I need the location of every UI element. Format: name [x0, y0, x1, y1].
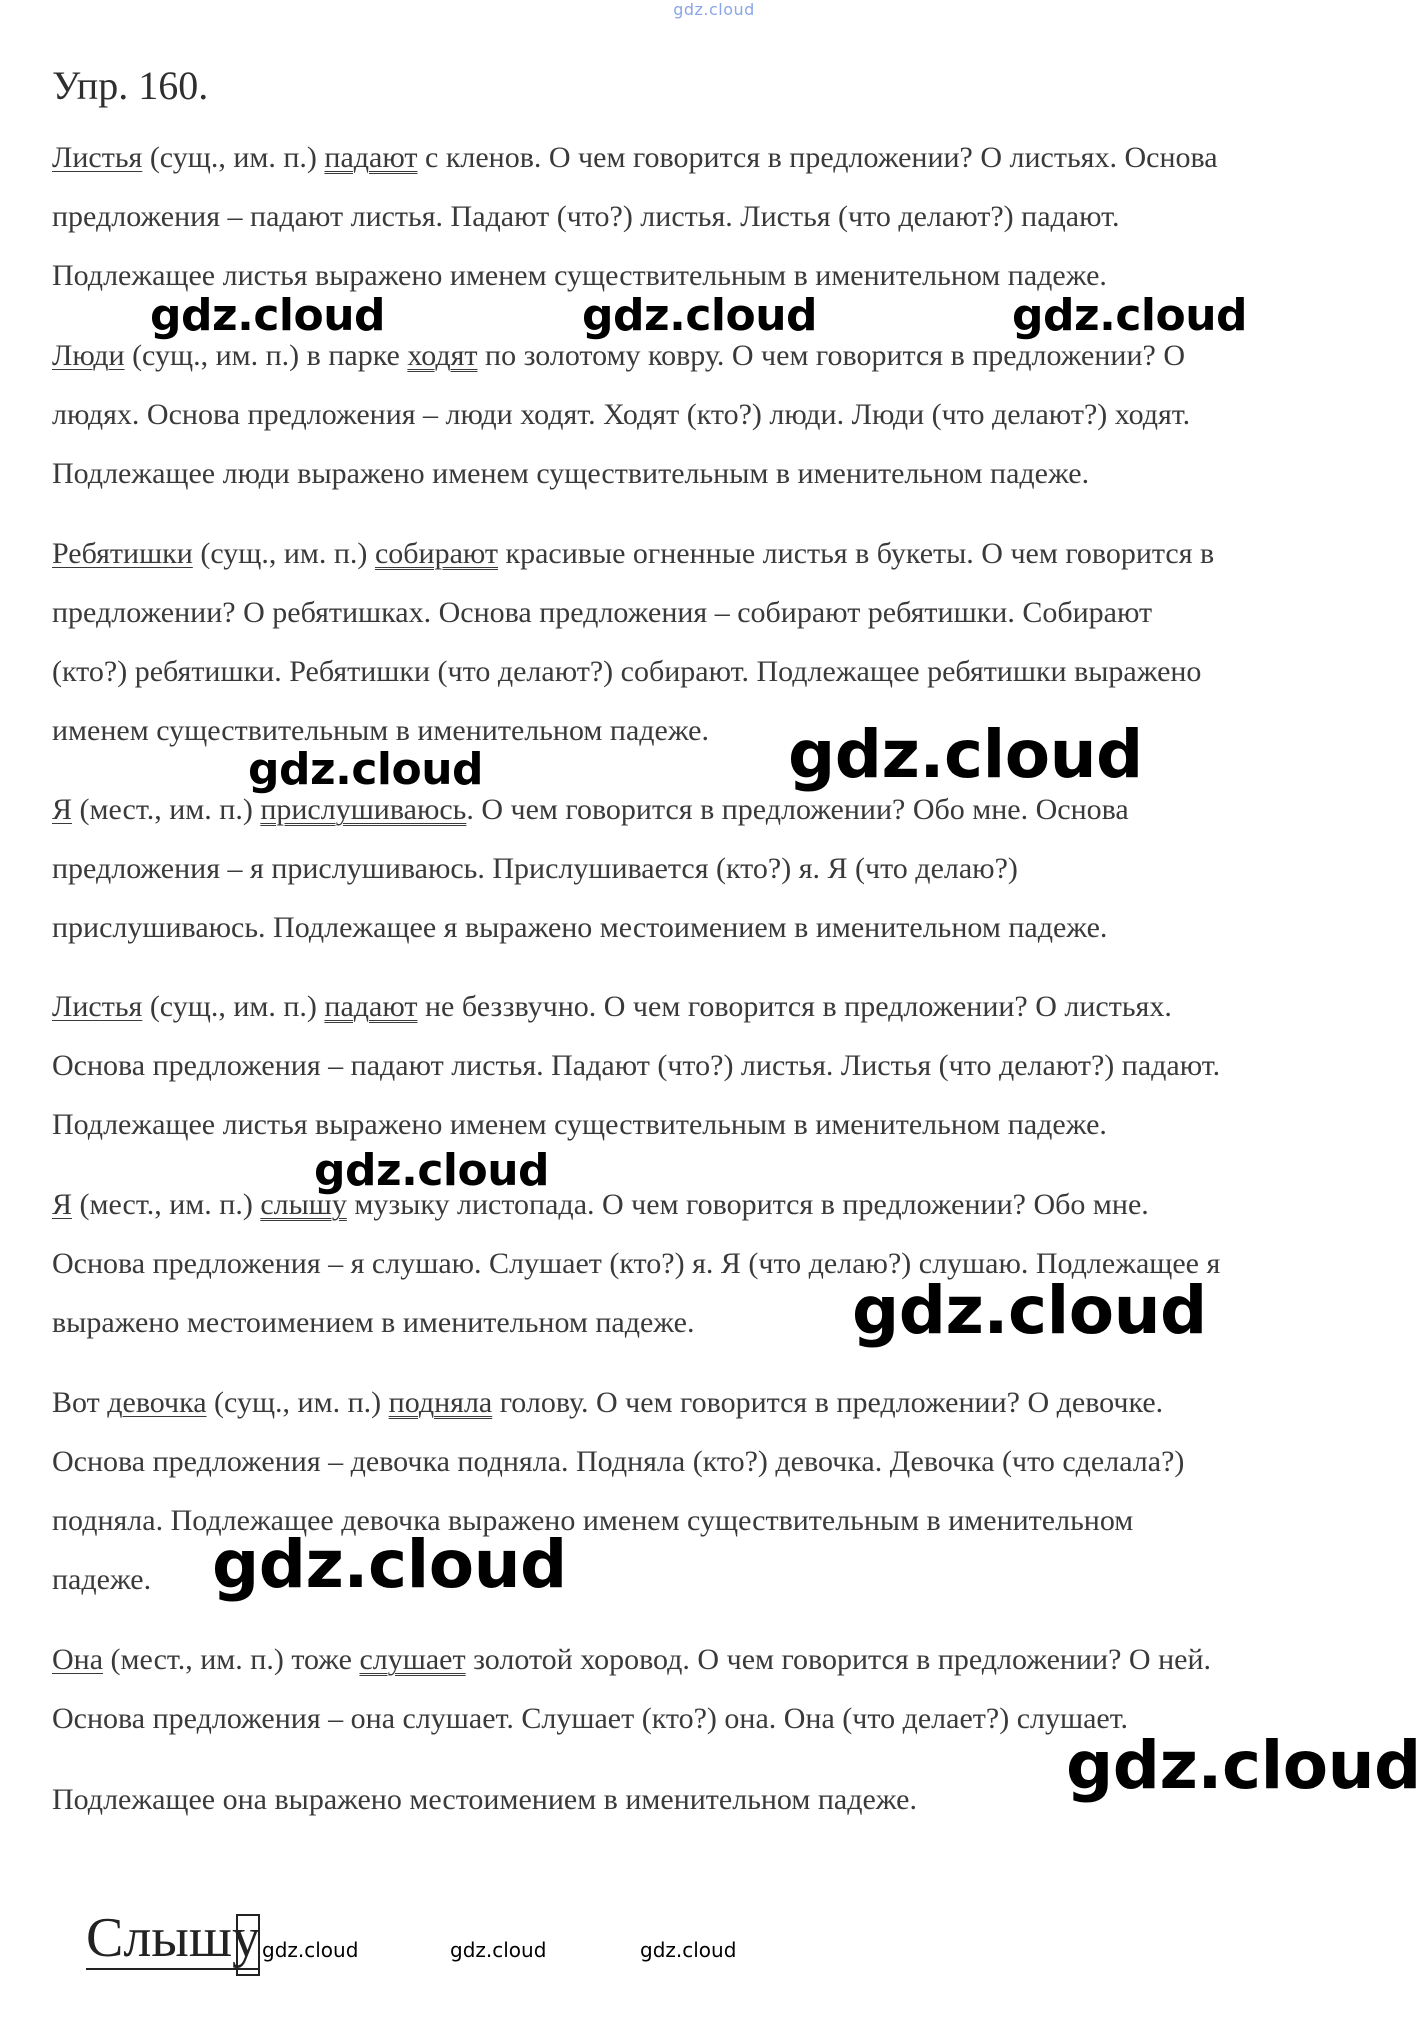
watermark: gdz.cloud [248, 744, 484, 795]
text-segment: с кленов. О чем говорится в предложении? О листьях. Основа [417, 141, 1218, 174]
text-line [52, 128, 1392, 187]
text-line [52, 444, 1392, 503]
subject-word: Люди [52, 339, 125, 372]
text-line [52, 524, 1392, 583]
text-line [52, 839, 1392, 898]
text-segment: (мест., им. п.) [72, 793, 261, 826]
subject-word: Я [52, 793, 73, 826]
text-segment: Основа предложения – девочка подняла. Подняла (кто?) девочка. Девочка (что сделала?) [52, 1445, 1185, 1478]
text-segment: Подлежащее она выражено местоимением в именительном падеже. [52, 1783, 917, 1816]
subject-word: Листья [52, 990, 143, 1023]
text-segment: не беззвучно. О чем говорится в предложении? О листьях. [417, 990, 1172, 1023]
text-segment: Основа предложения – падают листья. Падают (что?) листья. Листья (что делают?) падают. [52, 1049, 1221, 1082]
top-watermark: gdz.cloud [673, 0, 755, 19]
text-segment: падеже. [52, 1563, 152, 1596]
watermark-small: gdz.cloud [450, 1938, 547, 1962]
predicate-word: подняла [388, 1386, 493, 1419]
text-segment: Основа предложения – я слушаю. Слушает (кто?) я. Я (что делаю?) слушаю. Подлежащее я [52, 1247, 1221, 1280]
text-line [52, 1373, 1392, 1432]
text-segment: Вот [52, 1386, 108, 1419]
watermark: gdz.cloud [212, 1526, 567, 1603]
text-segment: предложения – я прислушиваюсь. Прислушивается (кто?) я. Я (что делаю?) [52, 852, 1018, 885]
text-line [52, 977, 1392, 1036]
text-segment: Подлежащее листья выражено именем существительным в именительном падеже. [52, 259, 1107, 292]
text-segment: Подлежащее листья выражено именем существительным в именительном падеже. [52, 1108, 1107, 1141]
subject-word: Ребятишки [52, 537, 193, 570]
exercise-title: Упр. 160. [52, 63, 209, 108]
predicate-word: прислушиваюсь [260, 793, 467, 826]
text-segment: Подлежащее люди выражено именем существительным в именительном падеже. [52, 457, 1090, 490]
text-segment: по золотому ковру. О чем говорится в предложении? О [477, 339, 1186, 372]
predicate-word: собирают [374, 537, 499, 570]
predicate-word: падают [324, 990, 418, 1023]
predicate-word: падают [324, 141, 418, 174]
watermark: gdz.cloud [852, 1272, 1207, 1349]
predicate-word: слышу [260, 1188, 347, 1221]
text-segment: именем существительным в именительном падеже. [52, 714, 709, 747]
paragraph-2 [52, 326, 1392, 503]
subject-word: Листья [52, 141, 143, 174]
text-segment: (кто?) ребятишки. Ребятишки (что делают?) собирают. Подлежащее ребятишки выражено [52, 655, 1202, 688]
text-segment: подняла. Подлежащее девочка выражено именем существительным в именительном [52, 1504, 1134, 1537]
text-segment: людях. Основа предложения – люди ходят. Ходят (кто?) люди. Люди (что делают?) ходят. [52, 398, 1191, 431]
text-line [52, 385, 1392, 444]
text-line [52, 1175, 1392, 1234]
text-line [52, 583, 1392, 642]
text-line [52, 898, 1392, 957]
text-line [52, 642, 1392, 701]
paragraph-5 [52, 977, 1392, 1154]
bottom-word-image: Слышу [86, 1907, 261, 1969]
text-segment: золотой хоровод. О чем говорится в предложении? О ней. [465, 1643, 1211, 1676]
subject-word: Она [52, 1643, 104, 1676]
paragraph-3 [52, 524, 1392, 760]
text-segment: музыку листопада. О чем говорится в предложении? Обо мне. [346, 1188, 1149, 1221]
text-segment: выражено местоимением в именительном падеже. [52, 1306, 695, 1339]
text-segment: (мест., им. п.) тоже [103, 1643, 360, 1676]
subject-word: девочка [107, 1386, 207, 1419]
text-line [52, 1036, 1392, 1095]
watermark-small: gdz.cloud [640, 1938, 737, 1962]
text-segment: предложения – падают листья. Падают (что?) листья. Листья (что делают?) падают. [52, 200, 1120, 233]
text-line [52, 187, 1392, 246]
watermark: gdz.cloud [788, 716, 1143, 793]
watermark: gdz.cloud [1066, 1727, 1421, 1804]
text-segment: предложении? О ребятишках. Основа предложения – собирают ребятишки. Собирают [52, 596, 1153, 629]
text-line [52, 1095, 1392, 1154]
text-segment: красивые огненные листья в букеты. О чем говорится в [498, 537, 1215, 570]
watermark: gdz.cloud [1012, 290, 1248, 341]
predicate-word: ходят [407, 339, 478, 372]
text-segment: (сущ., им. п.) в парке [124, 339, 408, 372]
watermark: gdz.cloud [582, 290, 818, 341]
subject-word: Я [52, 1188, 73, 1221]
paragraph-1 [52, 128, 1392, 305]
paragraph-4 [52, 780, 1392, 957]
text-segment: (сущ., им. п.) [192, 537, 375, 570]
watermark: gdz.cloud [150, 290, 386, 341]
text-segment: . О чем говорится в предложении? Обо мне. Основа [466, 793, 1129, 826]
watermark-small: gdz.cloud [262, 1938, 359, 1962]
text-segment: (мест., им. п.) [72, 1188, 261, 1221]
text-segment: (сущ., им. п.) [206, 1386, 389, 1419]
text-line [52, 1630, 1392, 1689]
text-segment: (сущ., им. п.) [142, 990, 325, 1023]
predicate-word: слушает [359, 1643, 466, 1676]
text-cursor-box [236, 1914, 260, 1976]
text-segment: прислушиваюсь. Подлежащее я выражено местоимением в именительном падеже. [52, 911, 1108, 944]
watermark: gdz.cloud [314, 1145, 550, 1196]
text-segment: голову. О чем говорится в предложении? О девочке. [492, 1386, 1164, 1419]
text-segment: Основа предложения – она слушает. Слушает (кто?) она. Она (что делает?) слушает. [52, 1702, 1129, 1735]
text-line [52, 1432, 1392, 1491]
text-segment: (сущ., им. п.) [142, 141, 325, 174]
